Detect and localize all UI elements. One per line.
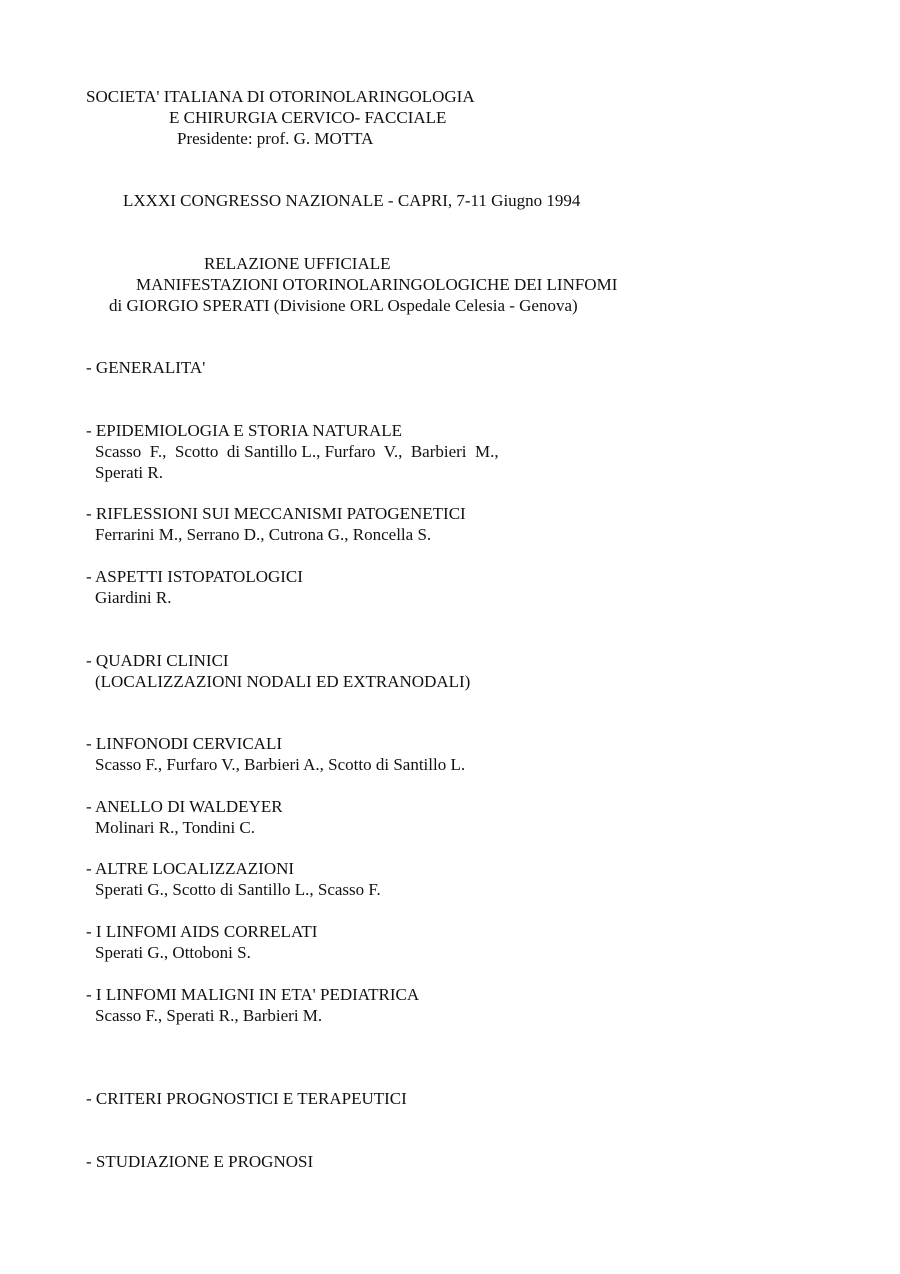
- section-criteri: - CRITERI PROGNOSTICI E TERAPEUTICI: [86, 1089, 407, 1108]
- society-name-line1: SOCIETA' ITALIANA DI OTORINOLARINGOLOGIA: [86, 87, 475, 106]
- section-generalita: - GENERALITA': [86, 358, 206, 377]
- section-pediatrica-title: - I LINFOMI MALIGNI IN ETA' PEDIATRICA: [86, 985, 420, 1004]
- report-title: MANIFESTAZIONI OTORINOLARINGOLOGICHE DEI LINFOMI: [136, 275, 618, 294]
- section-quadri-subtitle: (LOCALIZZAZIONI NODALI ED EXTRANODALI): [95, 672, 471, 691]
- section-linfonodi-title: - LINFONODI CERVICALI: [86, 734, 283, 753]
- congress-line: LXXXI CONGRESSO NAZIONALE - CAPRI, 7-11 Giugno 1994: [123, 191, 581, 210]
- section-aspetti-authors: Giardini R.: [95, 588, 172, 607]
- section-aids-authors: Sperati G., Ottoboni S.: [95, 943, 251, 962]
- section-aspetti-title: - ASPETTI ISTOPATOLOGICI: [86, 567, 303, 586]
- section-altre-title: - ALTRE LOCALIZZAZIONI: [86, 859, 295, 878]
- section-quadri-title: - QUADRI CLINICI: [86, 651, 229, 670]
- section-pediatrica-authors: Scasso F., Sperati R., Barbieri M.: [95, 1006, 323, 1025]
- report-author: di GIORGIO SPERATI (Divisione ORL Ospedale Celesia - Genova): [109, 296, 578, 315]
- president-line: Presidente: prof. G. MOTTA: [177, 129, 374, 148]
- section-anello-authors: Molinari R., Tondini C.: [95, 818, 256, 837]
- section-linfonodi-authors: Scasso F., Furfaro V., Barbieri A., Scotto di Santillo L.: [95, 755, 466, 774]
- report-label: RELAZIONE UFFICIALE: [204, 254, 391, 273]
- section-studiazione: - STUDIAZIONE E PROGNOSI: [86, 1152, 314, 1171]
- section-epidemiologia-authors-1: Scasso F., Scotto di Santillo L., Furfaro V., Barbieri M.,: [95, 442, 499, 461]
- section-riflessioni-authors: Ferrarini M., Serrano D., Cutrona G., Roncella S.: [95, 525, 432, 544]
- section-altre-authors: Sperati G., Scotto di Santillo L., Scasso F.: [95, 880, 381, 899]
- section-anello-title: - ANELLO DI WALDEYER: [86, 797, 283, 816]
- section-riflessioni-title: - RIFLESSIONI SUI MECCANISMI PATOGENETICI: [86, 504, 466, 523]
- section-epidemiologia-title: - EPIDEMIOLOGIA E STORIA NATURALE: [86, 421, 403, 440]
- society-name-line2: E CHIRURGIA CERVICO- FACCIALE: [169, 108, 447, 127]
- section-epidemiologia-authors-2: Sperati R.: [95, 463, 163, 482]
- section-aids-title: - I LINFOMI AIDS CORRELATI: [86, 922, 318, 941]
